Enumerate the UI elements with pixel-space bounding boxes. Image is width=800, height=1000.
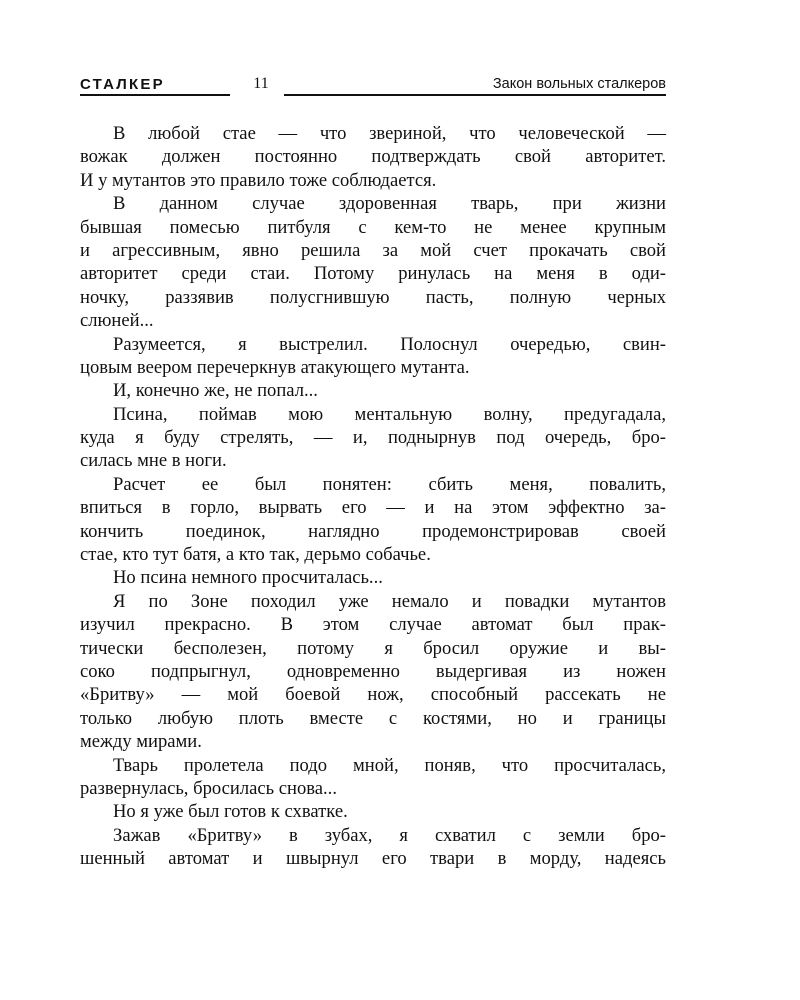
- text-line: И, конечно же, не попал...: [113, 380, 318, 402]
- paragraph: [80, 192, 666, 332]
- text-line: В любой стае — что звериной, что человеческой —: [113, 123, 666, 144]
- text-line: Псина, поймав мою ментальную волну, предугадала,: [113, 403, 666, 425]
- text-line: И у мутантов это правило тоже соблюдается.: [80, 169, 437, 191]
- paragraph: [80, 800, 666, 823]
- paragraph: [80, 590, 666, 754]
- text-line: авторитет среди стаи. Потому ринулась на меня в оди-: [80, 263, 666, 285]
- page-header: [80, 72, 666, 100]
- text-line: шенный автомат и швырнул его твари в морду, надеясь: [80, 848, 666, 870]
- paragraph: [80, 379, 666, 402]
- header-rule-right: [284, 94, 666, 96]
- paragraph: [80, 473, 666, 567]
- text-line: Зажав «Бритву» в зубах, я схватил с земли бро-: [113, 824, 666, 846]
- text-line: Я по Зоне походил уже немало и повадки мутантов: [113, 590, 666, 612]
- text-line: стае, кто тут батя, а кто так, дерьмо собачье.: [80, 544, 431, 566]
- text-line: силась мне в ноги.: [80, 450, 227, 472]
- text-line: Разумеется, я выстрелил. Полоснул очередью, свин-: [113, 333, 666, 355]
- text-line: цовым веером перечеркнув атакующего мутанта.: [80, 356, 470, 378]
- paragraph: [80, 122, 666, 192]
- paragraph: [80, 566, 666, 589]
- text-line: Но я уже был готов к схватке.: [113, 801, 348, 823]
- text-line: Расчет ее был понятен: сбить меня, повалить,: [113, 473, 666, 495]
- text-line: впиться в горло, вырвать его — и на этом эффектно за-: [80, 497, 666, 519]
- text-line: только любую плоть вместе с костями, но и границы: [80, 707, 666, 729]
- page-number: 11: [253, 75, 269, 92]
- text-line: слюней...: [80, 310, 154, 332]
- header-rule-left: [80, 94, 230, 96]
- text-line: Но псина немного просчиталась...: [113, 567, 383, 589]
- paragraph: [80, 754, 666, 801]
- paragraph: [80, 403, 666, 473]
- text-line: бывшая помесью питбуля с кем-то не менее крупным: [80, 216, 666, 238]
- paragraph: [80, 824, 666, 871]
- text-line: Тварь пролетела подо мной, поняв, что просчиталась,: [113, 754, 666, 776]
- text-line: соко подпрыгнул, одновременно выдергивая из ножен: [80, 660, 666, 682]
- series-title: СТАЛКЕР: [80, 76, 165, 93]
- text-line: В данном случае здоровенная тварь, при жизни: [113, 193, 666, 215]
- text-line: тически бесполезен, потому я бросил оружие и вы-: [80, 637, 666, 659]
- text-line: кончить поединок, наглядно продемонстрировав своей: [80, 520, 666, 542]
- paragraph: [80, 333, 666, 380]
- text-line: вожак должен постоянно подтверждать свой авторитет.: [80, 146, 666, 168]
- text-line: изучил прекрасно. В этом случае автомат был прак-: [80, 614, 666, 636]
- text-line: ночку, раззявив полусгнившую пасть, полную черных: [80, 286, 666, 308]
- text-line: «Бритву» — мой боевой нож, способный рассекать не: [80, 684, 666, 706]
- text-line: и агрессивным, явно решила за мой счет прокачать свой: [80, 239, 666, 261]
- running-title: Закон вольных сталкеров: [492, 76, 666, 92]
- text-line: развернулась, бросилась снова...: [80, 777, 337, 799]
- text-line: между мирами.: [80, 731, 202, 753]
- body-text: [80, 122, 666, 871]
- text-line: куда я буду стрелять, — и, поднырнув под очередь, бро-: [80, 427, 666, 449]
